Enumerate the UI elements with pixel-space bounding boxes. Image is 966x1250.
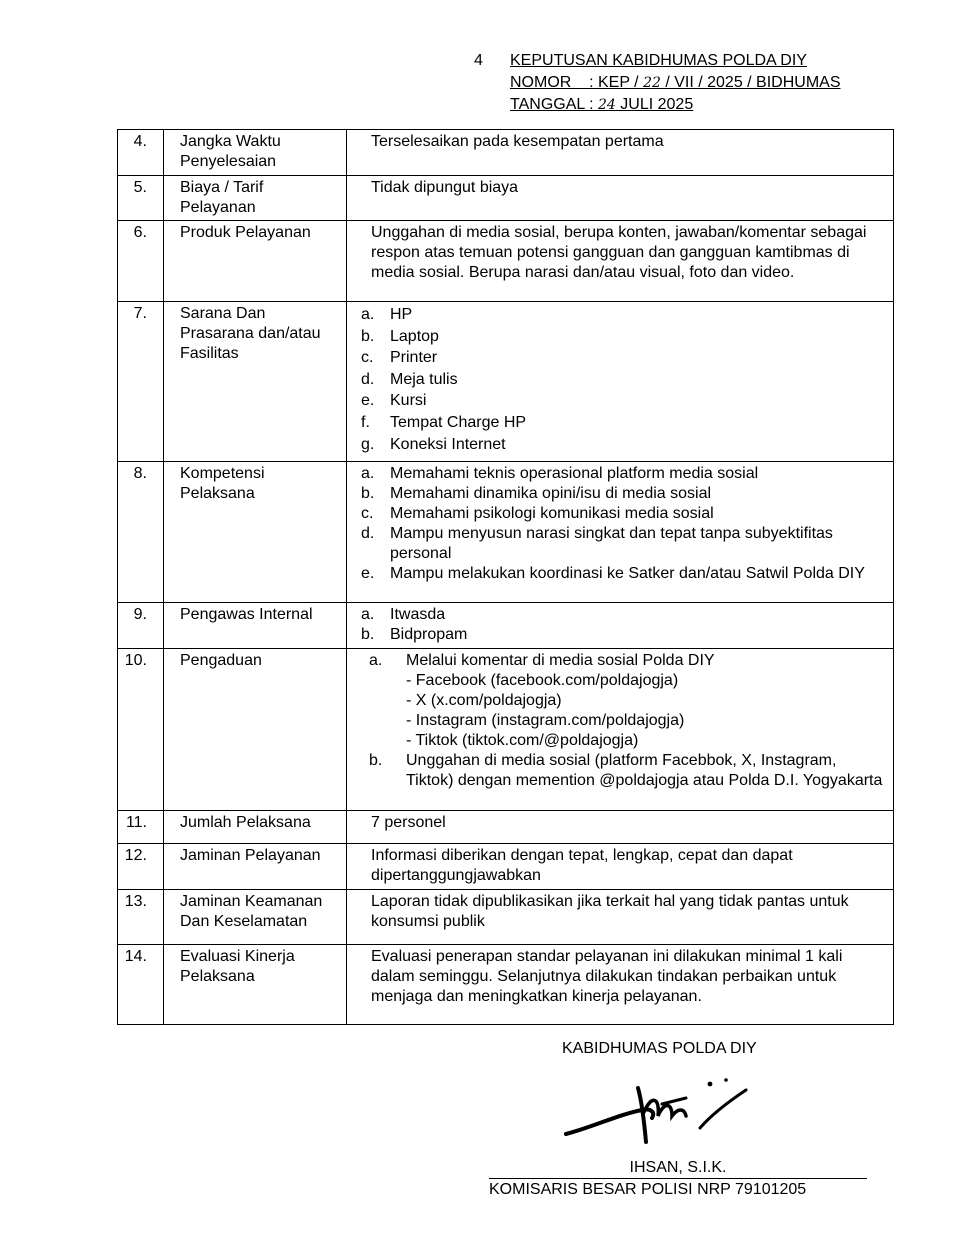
- row-value: [347, 649, 894, 811]
- supervisor-list: [361, 605, 883, 645]
- list-item: a. HP: [361, 306, 413, 323]
- row-label: Pengawas Internal: [164, 603, 347, 649]
- table-row: [118, 130, 894, 176]
- list-item: a. Melalui komentar di media sosial Polda DIY: [369, 652, 715, 669]
- handwritten-number: 22: [643, 74, 661, 91]
- complaint-list: [369, 651, 883, 671]
- row-label: Jaminan Keamanan Dan Keselamatan: [164, 890, 347, 945]
- facebook-link: - Facebook (facebook.com/poldajogja): [406, 672, 679, 689]
- facility-list: [361, 304, 883, 455]
- row-value: Unggahan di media sosial, berupa konten, jawaban/komentar sebagai respon atas temuan potensi gangguan dan gangguan kamtibmas di media sosial. Berupa narasi dan/atau visual, foto dan video.: [347, 221, 894, 302]
- row-number: 9.: [118, 603, 164, 649]
- signatory-rank: KOMISARIS BESAR POLISI NRP 79101205: [489, 1181, 807, 1198]
- row-value: [347, 462, 894, 603]
- row-label: Sarana Dan Prasarana dan/atau Fasilitas: [164, 302, 347, 462]
- row-label: Jaminan Pelayanan: [164, 844, 347, 890]
- list-item: e. Mampu melakukan koordinasi ke Satker dan/atau Satwil Polda DIY: [361, 565, 865, 582]
- row-number: 6.: [118, 221, 164, 302]
- row-value: Tidak dipungut biaya: [347, 176, 894, 221]
- list-item: c. Printer: [361, 349, 438, 367]
- decree-title: KEPUTUSAN KABIDHUMAS POLDA DIY: [510, 52, 807, 69]
- row-label: Evaluasi Kinerja Pelaksana: [164, 945, 347, 1025]
- row-number: 10.: [118, 649, 164, 811]
- row-value: Informasi diberikan dengan tepat, lengkap, cepat dan dapat dipertanggungjawabkan: [347, 844, 894, 890]
- decree-date: TANGGAL : 24 JULI 2025: [510, 96, 694, 113]
- social-media-links: [369, 671, 883, 751]
- row-number: 14.: [118, 945, 164, 1025]
- row-value: Laporan tidak dipublikasikan jika terkait hal yang tidak pantas untuk konsumsi publik: [347, 890, 894, 945]
- list-item: c. Memahami psikologi komunikasi media sosial: [361, 505, 714, 522]
- table-row: [118, 890, 894, 945]
- row-label: Produk Pelayanan: [164, 221, 347, 302]
- row-number: 7.: [118, 302, 164, 462]
- row-value: Terselesaikan pada kesempatan pertama: [347, 130, 894, 176]
- row-label: Jangka Waktu Penyelesaian: [164, 130, 347, 176]
- instagram-link: - Instagram (instagram.com/poldajogja): [406, 712, 685, 729]
- row-value: [347, 302, 894, 462]
- table-row: [118, 462, 894, 603]
- row-value: [347, 603, 894, 649]
- list-item: b. Unggahan di media sosial (platform Facebbok, X, Instagram, Tiktok) dengan memention @poldajogja atau Polda D.I. Yogyakarta: [369, 752, 883, 789]
- row-value: 7 personel: [347, 811, 894, 844]
- table-row: [118, 811, 894, 844]
- page-number: 4: [474, 52, 483, 69]
- row-number: 8.: [118, 462, 164, 603]
- list-item: d. Mampu menyusun narasi singkat dan tepat tanpa subyektifitas personal: [361, 525, 833, 562]
- table-row: [118, 302, 894, 462]
- table-row: [118, 945, 894, 1025]
- document-header: [510, 50, 841, 117]
- list-item: e. Kursi: [361, 392, 427, 410]
- competency-list: [361, 464, 883, 584]
- handwritten-day: 24: [598, 97, 616, 113]
- list-item: a. Memahami teknis operasional platform media sosial: [361, 465, 759, 482]
- table-row: [118, 649, 894, 811]
- row-label: Biaya / Tarif Pelayanan: [164, 176, 347, 221]
- row-number: 13.: [118, 890, 164, 945]
- signatory-name: IHSAN, S.I.K.: [489, 1158, 867, 1179]
- row-number: 4.: [118, 130, 164, 176]
- table-row: [118, 176, 894, 221]
- signatory-title: KABIDHUMAS POLDA DIY: [562, 1040, 757, 1057]
- complaint-list-b: [369, 751, 883, 791]
- row-label: Jumlah Pelaksana: [164, 811, 347, 844]
- table-row: [118, 844, 894, 890]
- service-standard-table: [117, 129, 894, 1025]
- row-label: Kompetensi Pelaksana: [164, 462, 347, 603]
- table-row: [118, 603, 894, 649]
- list-item: g. Koneksi Internet: [361, 435, 506, 453]
- decree-number: NOMOR : KEP / 22 / VII / 2025 / BIDHUMAS: [510, 73, 841, 91]
- list-item: d. Meja tulis: [361, 370, 458, 388]
- table-row: [118, 221, 894, 302]
- x-link: - X (x.com/poldajogja): [406, 692, 562, 709]
- row-number: 5.: [118, 176, 164, 221]
- tiktok-link: - Tiktok (tiktok.com/@poldajogja): [406, 732, 639, 749]
- row-label: Pengaduan: [164, 649, 347, 811]
- list-item: b. Bidpropam: [361, 626, 468, 643]
- list-item: b. Laptop: [361, 327, 439, 345]
- list-item: a. Itwasda: [361, 606, 446, 623]
- row-value: Evaluasi penerapan standar pelayanan ini dilakukan minimal 1 kali dalam seminggu. Selanjutnya dilakukan tindakan perbaikan untuk menjaga dan meningkatkan kinerja pelayanan.: [347, 945, 894, 1025]
- row-number: 11.: [118, 811, 164, 844]
- handwritten-signature: [560, 1068, 770, 1148]
- list-item: b. Memahami dinamika opini/isu di media sosial: [361, 485, 712, 502]
- list-item: f. Tempat Charge HP: [361, 413, 527, 431]
- row-number: 12.: [118, 844, 164, 890]
